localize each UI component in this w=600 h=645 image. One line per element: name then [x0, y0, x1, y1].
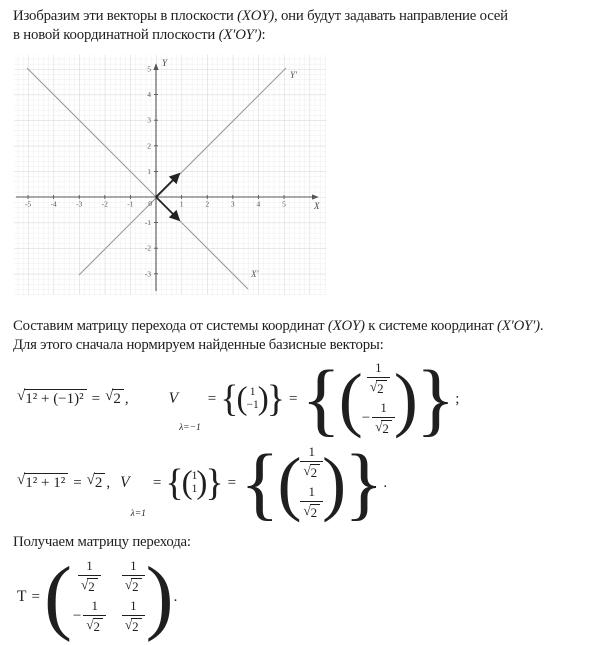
x-tick-label: 4	[256, 199, 261, 209]
right-brace: }	[266, 377, 285, 420]
vector-component: −1	[246, 398, 259, 411]
transition-matrix-formula	[17, 550, 600, 644]
sqrt-two	[105, 389, 124, 408]
x-tick-label: 1	[179, 199, 184, 209]
left-paren: (	[236, 380, 248, 417]
x-tick-label: -3	[76, 199, 83, 209]
x-tick-label: 2	[205, 199, 210, 209]
y-tick-label: -2	[144, 243, 151, 253]
xoy-prime-inline-math: (X′OY′)	[496, 318, 540, 334]
matrix-cell-12	[122, 559, 145, 595]
numerator: 1	[91, 597, 98, 613]
equals-sign: =	[227, 474, 237, 491]
eigenvector-symbol: V	[120, 474, 130, 491]
numerator: 1	[308, 484, 315, 499]
major-grid	[14, 55, 326, 295]
denominator: 2	[93, 618, 104, 635]
equals-sign: =	[31, 588, 40, 605]
x-tick-label: -4	[50, 199, 57, 209]
left-brace: {	[165, 461, 184, 504]
normalized-eigenvector-set	[240, 437, 384, 529]
intro-text: в новой координатной плоскости	[13, 27, 219, 43]
x-tick-label: -1	[127, 199, 134, 209]
right-paren: )	[393, 358, 418, 439]
matrix-cell-21	[73, 599, 106, 635]
y-tick-label: 4	[147, 90, 151, 100]
left-brace: {	[240, 437, 280, 529]
radical-icon: √	[105, 388, 114, 405]
sqrt-norm-expression	[17, 473, 68, 492]
normalized-column-vector	[300, 445, 323, 521]
comma: ,	[124, 390, 129, 407]
x-tick-label: 3	[230, 199, 235, 209]
matrix-symbol: T	[17, 588, 27, 605]
para2-text: Составим матрицу перехода от системы координат	[13, 318, 328, 334]
y-tick-label: 2	[147, 141, 151, 151]
sqrt-two	[87, 473, 106, 492]
denominator: 2	[131, 618, 142, 635]
right-paren: )	[257, 380, 269, 417]
fraction	[300, 445, 323, 481]
radical-icon: √	[17, 472, 26, 489]
matrix-label: Получаем матрицу перехода:	[13, 534, 191, 550]
numerator: 1	[380, 400, 387, 415]
left-brace: {	[220, 377, 239, 420]
denominator: 2	[87, 578, 98, 595]
semicolon: ;	[455, 390, 460, 407]
intro-line-2	[13, 26, 600, 45]
xoy-prime-inline-math: (X′OY′)	[218, 27, 262, 43]
equals-sign: =	[91, 390, 101, 407]
left-paren: (	[338, 358, 363, 439]
equals-sign: =	[288, 390, 298, 407]
radical-icon: √	[81, 577, 89, 593]
fraction	[300, 485, 323, 521]
period: .	[173, 588, 178, 605]
para2-line-2: Для этого сначала нормируем найденные базисные векторы:	[13, 337, 384, 353]
formula-norm-lambda-neg1	[17, 353, 600, 445]
eigenvector-subscript: λ=−1	[179, 423, 201, 433]
xoy-inline-math: (XOY)	[237, 8, 274, 24]
left-paren: (	[181, 464, 193, 501]
y-prime-label: Y′	[290, 70, 297, 80]
right-brace: }	[205, 461, 224, 504]
y-tick-label: -3	[144, 269, 151, 279]
left-brace: {	[301, 353, 341, 445]
intro-line-1	[13, 7, 600, 26]
numerator: 1	[86, 558, 93, 574]
minus-sign: −	[361, 410, 371, 427]
origin-label: 0	[148, 199, 152, 208]
numerator: 1	[130, 558, 137, 574]
coordinate-plane-svg	[14, 55, 326, 295]
vector-component: 1	[249, 386, 256, 399]
equals-sign: =	[73, 474, 82, 491]
radicand: 2	[112, 389, 124, 408]
radical-icon: √	[370, 379, 378, 395]
right-brace: }	[344, 437, 384, 529]
eigenvector-symbol: V	[168, 390, 179, 407]
para2-text: к системе координат	[364, 318, 497, 334]
normalized-column-vector	[362, 361, 395, 437]
minus-sign: −	[72, 608, 82, 625]
numerator: 1	[130, 597, 137, 613]
vector-component: 1	[191, 470, 198, 483]
x-tick-label: 5	[282, 199, 286, 209]
radical-icon: √	[303, 463, 311, 479]
left-paren: (	[43, 550, 72, 644]
x-axis-label: X	[314, 201, 320, 211]
xoy-inline-math: (XOY)	[327, 318, 365, 334]
intro-paragraph	[0, 0, 600, 45]
x-tick-label: -5	[24, 199, 32, 209]
eigenvector-subscript: λ=1	[130, 509, 146, 519]
left-paren: (	[277, 442, 302, 523]
numerator: 1	[375, 360, 382, 376]
right-paren: )	[322, 442, 347, 523]
negative-fraction	[362, 401, 395, 437]
matrix-cell-11	[78, 559, 101, 595]
denominator: 2	[310, 504, 321, 521]
sqrt-norm-expression	[17, 389, 87, 408]
matrix-cells	[73, 559, 145, 635]
comma: ,	[106, 474, 111, 491]
y-axis-label: Y	[162, 58, 168, 68]
vector-component: 1	[191, 482, 198, 495]
right-paren: )	[196, 464, 208, 501]
right-paren: )	[145, 550, 174, 644]
radicand: 1² + 1²	[24, 473, 68, 492]
y-tick-label: -1	[144, 218, 151, 228]
intro-text: :	[261, 27, 266, 43]
x-tick-label: -2	[101, 199, 108, 209]
radical-icon: √	[125, 577, 133, 593]
y-tick-label: 3	[147, 115, 151, 125]
denominator: 2	[376, 380, 387, 397]
period: .	[383, 474, 388, 491]
eigenvector-set	[220, 377, 285, 420]
radical-icon: √	[125, 616, 133, 632]
radical-icon: √	[303, 502, 311, 518]
equals-sign: =	[152, 474, 162, 491]
denominator: 2	[310, 464, 321, 481]
radical-icon: √	[86, 472, 95, 489]
formula-norm-lambda-1	[17, 437, 600, 529]
denominator: 2	[381, 420, 392, 437]
right-brace: }	[415, 353, 456, 445]
radical-icon: √	[17, 388, 26, 405]
y-tick-label: 5	[147, 64, 151, 74]
eigenvector-set	[165, 461, 224, 504]
radical-icon: √	[86, 616, 94, 632]
y-tick-label: 1	[147, 166, 151, 176]
equals-sign: =	[207, 390, 217, 407]
numerator: 1	[308, 444, 315, 460]
para2-line-1	[13, 317, 600, 336]
transition-matrix	[43, 550, 174, 644]
radical-icon: √	[375, 418, 383, 434]
intro-text: , они будут задавать направление осей	[273, 8, 508, 24]
transition-matrix-paragraph	[0, 317, 600, 355]
fraction	[367, 361, 390, 397]
x-prime-label: X′	[251, 269, 259, 279]
normalized-eigenvector-set	[301, 353, 456, 445]
coordinate-plane-figure	[14, 55, 326, 295]
denominator: 2	[131, 578, 142, 595]
para2-text: .	[539, 318, 544, 334]
radicand: 1² + (−1)²	[24, 389, 86, 408]
radicand: 2	[94, 473, 106, 492]
intro-text: Изобразим эти векторы в плоскости	[13, 8, 238, 24]
matrix-cell-22	[122, 599, 145, 635]
